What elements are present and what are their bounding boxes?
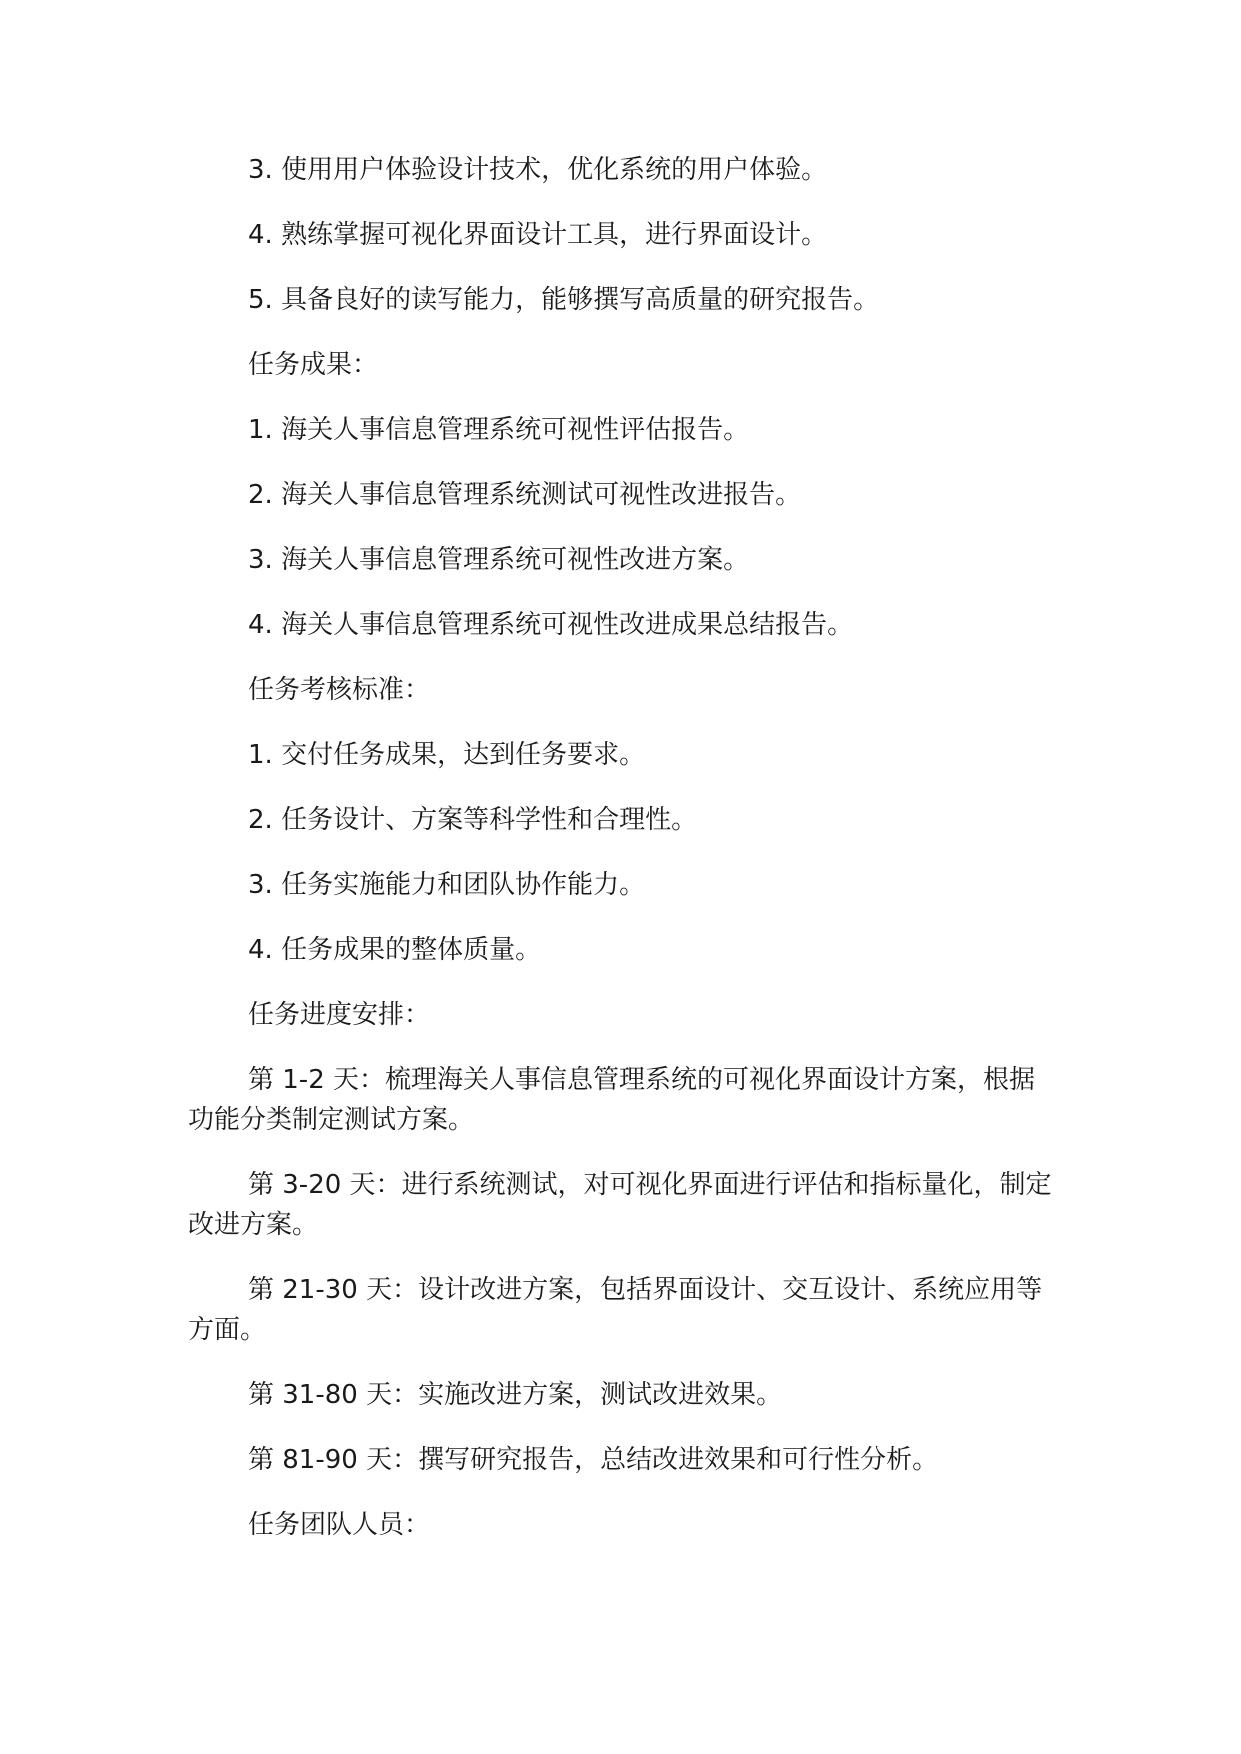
deliverable-item-3: 3. 海关人事信息管理系统可视性改进方案。 (248, 545, 750, 575)
assessment-item-2: 2. 任务设计、方案等科学性和合理性。 (248, 805, 698, 835)
section-heading-assessment: 任务考核标准： (248, 675, 431, 705)
section-heading-deliverables: 任务成果： (248, 350, 379, 380)
assessment-item-1: 1. 交付任务成果，达到任务要求。 (248, 740, 646, 770)
section-heading-team: 任务团队人员： (248, 1510, 431, 1540)
schedule-item-2: 第 3-20 天：进行系统测试，对可视化界面进行评估和指标量化，制定改进方案。 (188, 1170, 1052, 1240)
schedule-item-4: 第 31-80 天：实施改进方案，测试改进效果。 (248, 1380, 783, 1410)
schedule-item-1: 第 1-2 天：梳理海关人事信息管理系统的可视化界面设计方案，根据功能分类制定测试方案。 (188, 1065, 1035, 1135)
schedule-item-5: 第 81-90 天：撰写研究报告，总结改进效果和可行性分析。 (248, 1445, 939, 1475)
requirement-item-4: 4. 熟练掌握可视化界面设计工具，进行界面设计。 (248, 220, 828, 250)
assessment-item-3: 3. 任务实施能力和团队协作能力。 (248, 870, 646, 900)
requirement-item-3: 3. 使用用户体验设计技术，优化系统的用户体验。 (248, 155, 828, 185)
document-body (188, 150, 1058, 1570)
requirement-item-5: 5. 具备良好的读写能力，能够撰写高质量的研究报告。 (248, 285, 880, 315)
section-heading-schedule: 任务进度安排： (248, 1000, 431, 1030)
deliverable-item-1: 1. 海关人事信息管理系统可视性评估报告。 (248, 415, 750, 445)
deliverable-item-4: 4. 海关人事信息管理系统可视性改进成果总结报告。 (248, 610, 854, 640)
assessment-item-4: 4. 任务成果的整体质量。 (248, 935, 542, 965)
deliverable-item-2: 2. 海关人事信息管理系统测试可视性改进报告。 (248, 480, 802, 510)
schedule-item-3: 第 21-30 天：设计改进方案，包括界面设计、交互设计、系统应用等方面。 (188, 1275, 1043, 1345)
